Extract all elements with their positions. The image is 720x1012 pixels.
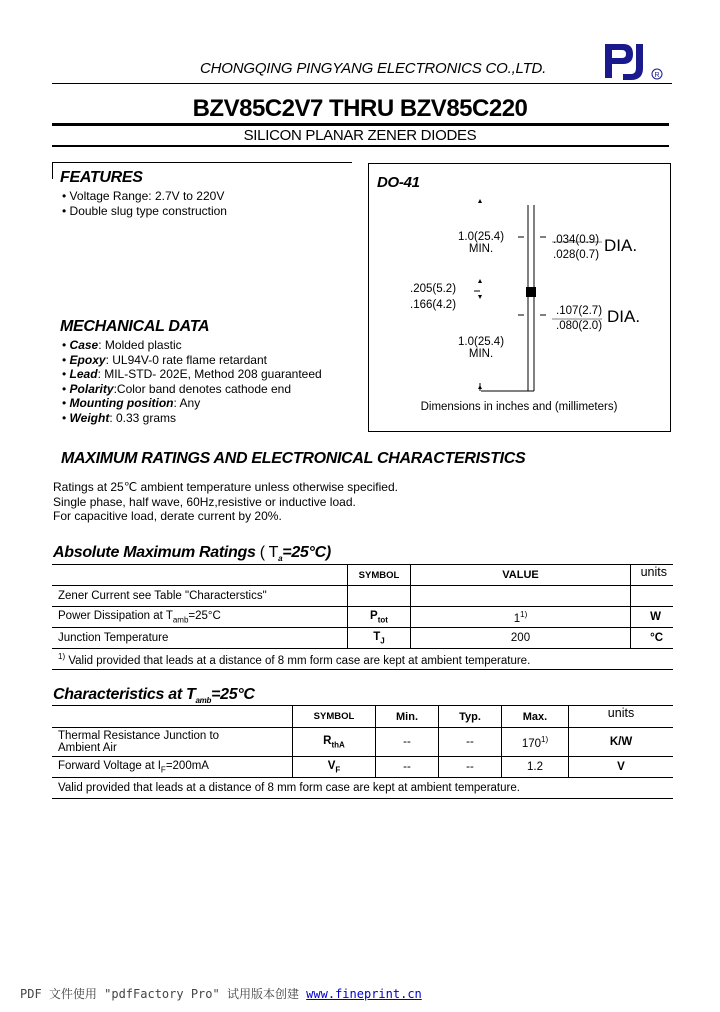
package-name: DO-41 — [377, 174, 420, 191]
table-footnote-row: Valid provided that leads at a distance of 8 mm form case are kept at ambient temperature. — [52, 778, 673, 799]
table-row: Power Dissipation at $T_{amb}=25^\circ C$ $P_{tot}$ 1$^{1)}$ W — [52, 607, 673, 628]
footer-link[interactable]: www.fineprint.cn — [306, 987, 422, 1001]
features-heading: FEATURES — [60, 169, 143, 186]
lead-length-bottom-label: 1.0(25.4) MIN. — [458, 336, 505, 360]
lead-length-top-label: 1.0(25.4) MIN. — [458, 231, 505, 255]
body-length-label: .205(5.2) .166(4.2) — [410, 283, 457, 311]
table-row: Thermal Resistance Junction to Ambient Air $R_{thA}$ -- -- 170$^{1)}$ K/W — [52, 728, 673, 757]
features-list — [62, 189, 227, 218]
list-item: • Weight: 0.33 grams — [62, 410, 177, 425]
list-item: • Voltage Range: 2.7V to 220V — [62, 189, 225, 203]
lead-dia-text: DIA. — [604, 236, 638, 255]
list-item: • Mounting position: Any — [62, 396, 201, 411]
note-line: For capacitive load, derate current by 20%. — [53, 509, 282, 524]
note-line: Single phase, half wave, 60Hz,resistive or inductive load. — [53, 494, 356, 509]
lead-diameter-label: .034(0.9) .028(0.7) — [553, 234, 600, 261]
list-item: • Double slug type construction — [62, 203, 227, 218]
mechanical-list — [62, 338, 322, 426]
company-logo — [603, 40, 663, 84]
features-box-top — [52, 162, 352, 163]
abs-max-table — [52, 564, 673, 670]
table-footnote-row: $^{1)}$ Valid provided that leads at a distance of 8 mm form case are kept at ambient temperature. — [52, 649, 673, 670]
body-diameter-label: .107(2.7) .080(2.0) — [556, 305, 603, 332]
page-subtitle: SILICON PLANAR ZENER DIODES — [243, 127, 477, 144]
svg-text:R: R — [654, 72, 660, 79]
table-row: Junction Temperature $T_J$ 200 °C — [52, 628, 673, 649]
list-item: • Case: Molded plastic — [62, 338, 182, 352]
characteristics-title: Characteristics at $T_{amb}=25^\circ C$ — [53, 686, 255, 706]
mechanical-heading: MECHANICAL DATA — [60, 318, 210, 335]
table-row: Forward Voltage at $I_F=200mA$ $V_F$ -- -- 1.2 V — [52, 757, 673, 778]
note-line: Ratings at 25℃ ambient temperature unless otherwise specified. — [53, 480, 398, 494]
company-name: CHONGQING PINGYANG ELECTRONICS CO.,LTD. — [200, 60, 547, 77]
characteristics-table — [52, 705, 673, 799]
features-box-left — [52, 162, 53, 179]
table-row: Zener Current see Table "Characterstics" — [52, 586, 673, 607]
abs-max-title: Absolute Maximum Ratings ( $T_a=25^\circ C$) — [53, 544, 331, 564]
list-item: • Lead: MIL-STD- 202E, Method 208 guaranteed — [62, 367, 322, 382]
title-rule — [52, 123, 669, 126]
ratings-heading: MAXIMUM RATINGS AND ELECTRONICAL CHARACTERISTICS — [61, 450, 526, 467]
list-item: • Epoxy: UL94V-0 rate flame retardant — [62, 352, 267, 367]
subtitle-rule — [52, 145, 669, 147]
pdf-footer: PDF 文件使用 "pdfFactory Pro" 试用版本创建 www.fineprint.cn — [20, 987, 422, 1001]
list-item: • Polarity:Color band denotes cathode end — [62, 381, 292, 396]
header-rule — [52, 83, 672, 84]
page-title: BZV85C2V7 THRU BZV85C220 — [192, 95, 528, 122]
dimensions-caption: Dimensions in inches and (millimeters) — [420, 401, 618, 413]
ratings-notes — [53, 480, 398, 524]
table-header-row: SYMBOL VALUE units — [52, 565, 673, 586]
body-dia-text: DIA. — [607, 307, 641, 326]
table-header-row: SYMBOL Min. Typ. Max. units — [52, 706, 673, 728]
